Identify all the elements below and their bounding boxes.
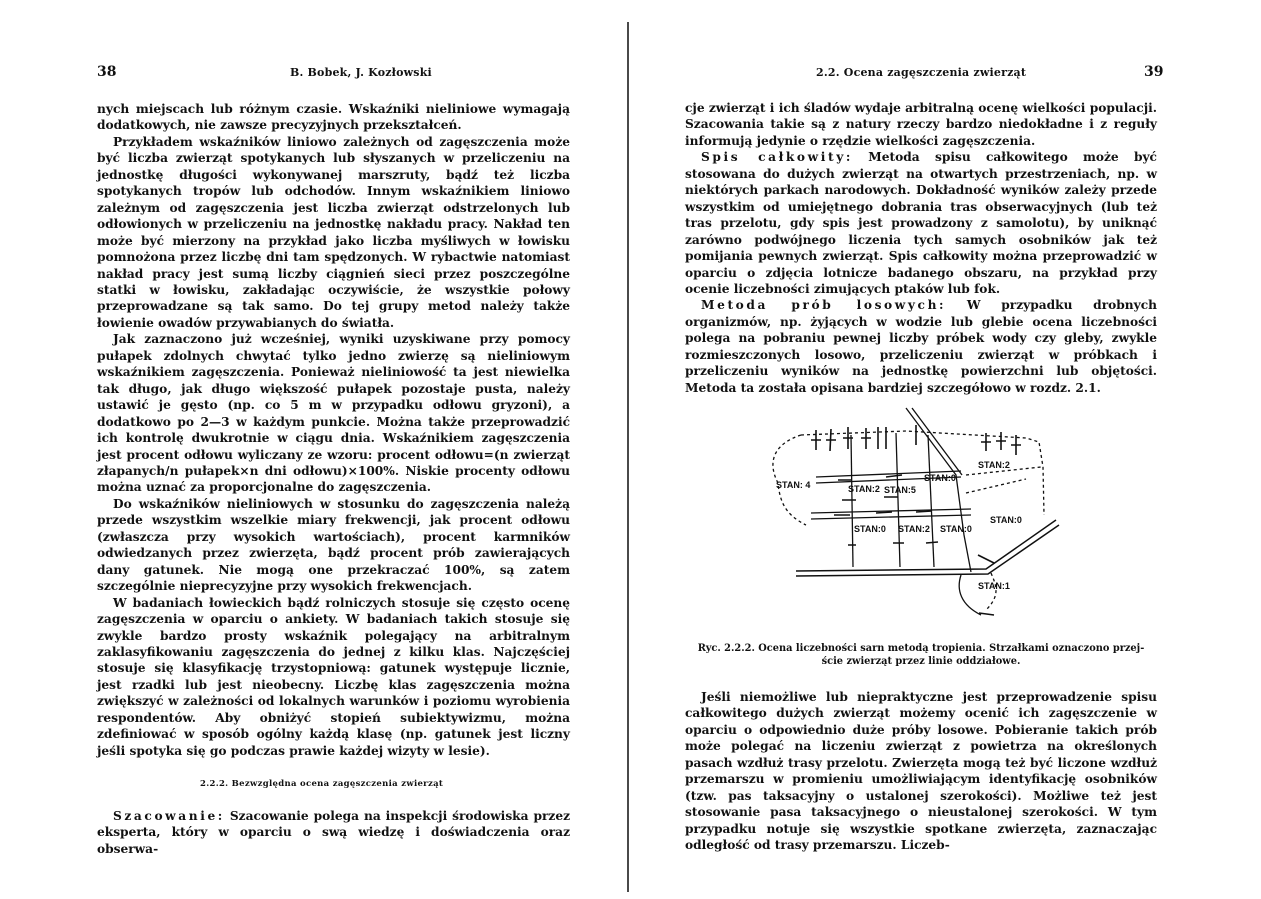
running-head-right: 2.2. Ocena zagęszczenia zwierząt: [816, 66, 1027, 79]
paragraph: Metoda spisu całkowitego może być stosowana do dużych zwierząt na otwartych przestrzeniach, np. w niektórych parkach narodowych. Dokładność wyników zależy przede wszystkim od umiejętnego dobrania tras obserwacyjnych (lub też tras przelotu, gdy spis jest prowadzony z samolotu), by uniknąć zarówno podwójnego liczenia tych samych osobników jak też pomijania pewnych zwierząt. Spis całkowity można przeprowadzić w oparciu o zdjęcia lotnicze badanego obszaru, na przykład przy ocenie liczebności zimujących ptaków lub fok.: [685, 150, 1157, 296]
right-last-paragraph: [685, 689, 1157, 854]
caption-line: Ryc. 2.2.2. Ocena liczebności sarn metodą tropienia. Strzałkami oznaczono przej-: [697, 643, 1145, 654]
section-title: 2.2.2. Bezwzględna ocena zagęszczenia zwierząt: [200, 779, 444, 789]
paragraph: Jak zaznaczono już wcześniej, wyniki uzyskiwane przy pomocy pułapek zdolnych chwytać tylko jedno zwierzę są nieliniowym wskaźnikiem zagęszczenia. Ponieważ nieliniowość ta jest niewielka tak długo, jak długo większość pułapek pozostaje pusta, należy ustawić je gęsto (np. co 5 m w przypadku odłowu gryzoni), a dodatkowo po 2—3 w każdym punkcie. Można także przeprowadzić ich kontrolę dwukrotnie w ciągu dnia. Wskaźnikiem zagęszczenia jest procent odłowu wyliczany ze wzoru: procent odłowu=(n zwierząt złapanych/n pułapek×n dni odłowu)×100%. Niskie procenty odłowu można uznać za proporcjonalne do zagęszczenia.: [97, 332, 570, 495]
paragraph: Jeśli niemożliwe lub niepraktyczne jest przeprowadzenie spisu całkowitego dużych zwierząt możemy ocenić ich zagęszczenie w oparciu o odpowiednio duże próby losowe. Pobieranie takich prób może polegać na liczeniu zwierząt z powietrza na określonych pasach wzdłuż trasy przelotu. Zwierzęta mogą też być liczone wzdłuż przemarszu w promieniu umożliwiającym identyfikację osobników (tzw. pas taksacyjny o ustalonej szerokości). Możliwe też jest stosowanie pasa taksacyjnego o nieustalonej szerokości. W tym przypadku notuje się wszystkie spotkane zwierzęta, zaznaczając odległość od trasy przemarszu. Liczeb-: [685, 690, 1157, 853]
paragraph: W przypadku drobnych organizmów, np. żyjących w wodzie lub glebie ocena liczebności polega na pobraniu pewnej liczby próbek wody czy gleby, zwykle rozmieszczonych losowo, przeliczeniu zwierząt w próbkach i przeliczeniu wyników na jednostkę powierzchni lub objętości. Metoda ta została opisana bardziej szczegółowo w rozdz. 2.1.: [685, 298, 1157, 395]
stan-label: STAN:5: [884, 485, 916, 495]
paragraph: Szacowanie polega na inspekcji środowiska przez eksperta, który w oparciu o swą wiedzę i doświadczenia oraz obserwa-: [97, 809, 570, 856]
page-number-right: 39: [1144, 64, 1164, 80]
page-number-left: 38: [97, 64, 117, 80]
stan-label: STAN: 4: [776, 480, 811, 490]
figure-caption: [681, 642, 1161, 668]
crossing-mark: [816, 425, 1016, 455]
left-body: [97, 101, 570, 759]
stan-label: STAN:0: [924, 473, 956, 483]
stan-label: STAN:0: [940, 524, 972, 534]
running-head-left: B. Bobek, J. Kozłowski: [290, 66, 432, 79]
paragraph: W badaniach łowieckich bądź rolniczych stosuje się często ocenę zagęszczenia w oparciu o ankiety. W badaniach takich stosuje się zwykle bardzo prosty wskaźnik polegający na arbitralnym zaklasyfikowaniu zagęszczenia do jednej z kilku klas. Najczęściej stosuje się klasyfikację trzystopniową: gatunek występuje licznie, jest rzadki lub jest nieobecny. Liczbę klas zagęszczenia można zwiększyć w zależności od lokalnych warunków i poziomu wyrobienia respondentów. Aby obniżyć stopień subiektywizmu, można zdefiniować w sposób ogólny każdą klasę (np. gatunek jest liczny jeśli spotyka się go podczas prawie każdej wizyty w lesie).: [97, 595, 570, 758]
stan-label: STAN:2: [978, 460, 1010, 470]
right-body: [685, 100, 1157, 396]
term-spis: Spis całkowity:: [701, 150, 853, 165]
paragraph: Przykładem wskaźników liniowo zależnych od zagęszczenia może być liczba zwierząt spotykanych lub słyszanych w przeliczeniu na jednostkę długości wykonywanej marszruty, bądź też liczba spotykanych tropów lub odchodów. Innym wskaźnikiem liniowo zależnym od zagęszczenia jest liczba zwierząt odstrzelonych lub odłowionych w przeliczeniu na jednostkę nakładu pracy. Nakład ten może być mierzony na przykład jako liczba myśliwych w łowisku pomnożona przez liczbę dni tam spędzonych. W rybactwie natomiast nakład pracy jest sumą liczby ciągnień sieci przez poszczególne statki w łowisku, zakładając oczywiście, że wszystkie połowy przeprowadzane są tak samo. Do tej grupy metod należy także łowienie owadów przywabianych do światła.: [97, 134, 570, 330]
paragraph: Do wskaźników nieliniowych w stosunku do zagęszczenia należą przede wszystkim wszelkie miary frekwencji, jak procent odłowu (zwłaszcza przy wysokich wartościach), procent karmników odwiedzanych przez zwierzęta, bądź procent prób zawierających dany gatunek. Nie mogą one przekraczać 100%, są zatem szczególnie nieprecyzyjne przy wysokich frekwencjach.: [97, 496, 570, 594]
diagonal-road: [912, 408, 962, 475]
compartment-line: [966, 479, 1026, 493]
compartment-line: [928, 435, 934, 567]
term-szacowanie: Szacowanie:: [113, 809, 225, 823]
left-last-paragraph: [97, 808, 570, 857]
stan-label: STAN:2: [848, 484, 880, 494]
left-page: [0, 0, 630, 899]
term-metoda: Metoda prób losowych:: [701, 298, 947, 313]
stan-label: STAN:1: [978, 581, 1010, 591]
stan-label: STAN:0: [854, 524, 886, 534]
compartment-line: [896, 433, 900, 567]
stan-label: STAN:2: [898, 524, 930, 534]
paragraph: cje zwierząt i ich śladów wydaje arbitralną ocenę wielkości populacji. Szacowania takie są z natury rzeczy bardzo niedokładne i z reguły informują jedynie o rzędzie wielkości zagęszczenia.: [685, 101, 1157, 148]
stan-label: STAN:0: [990, 515, 1022, 525]
tracking-map-figure: [756, 405, 1066, 630]
caption-line: ście zwierząt przez linie oddziałowe.: [821, 656, 1021, 667]
forest-boundary: [986, 573, 996, 610]
paragraph: nych miejscach lub różnym czasie. Wskaźniki nieliniowe wymagają dodatkowych, nie zawsze precyzyjnych przekształceń.: [97, 102, 570, 133]
compartment-line: [851, 435, 853, 567]
right-page: [631, 0, 1261, 899]
